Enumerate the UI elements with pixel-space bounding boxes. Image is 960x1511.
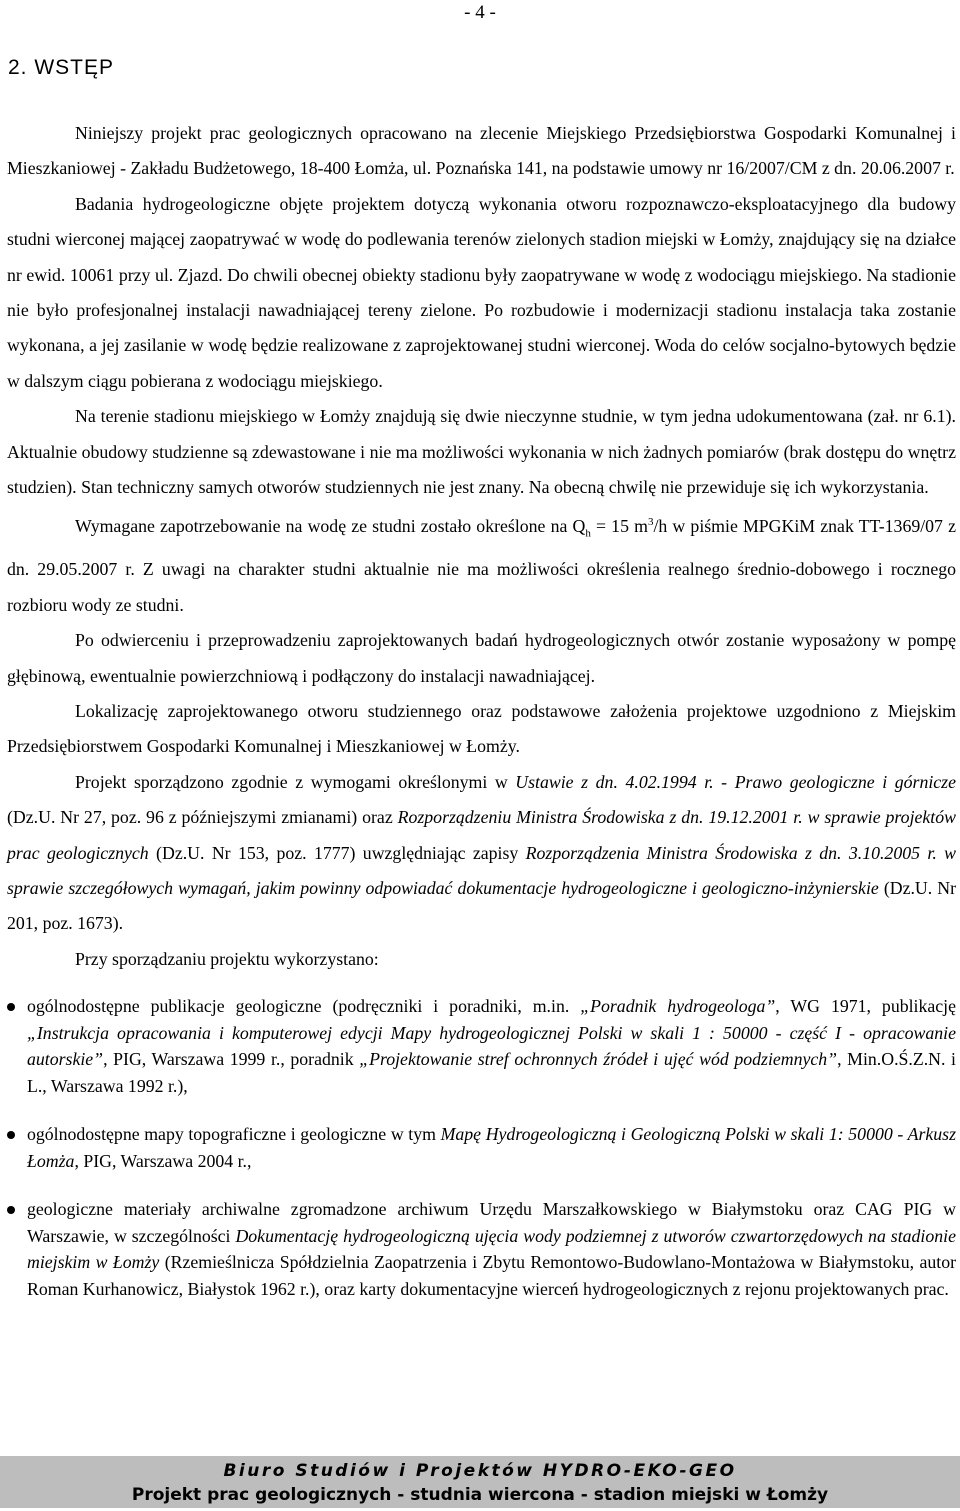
paragraph-pump: Po odwierceniu i przeprowadzeniu zaprojektowanych badań hydrogeologicznych otwór zostanie wyposażony w pompę głębinową, ewentualnie powierzchniową i podłączony do instalacji nawadniającej. <box>7 630 956 686</box>
paragraph-scope: Badania hydrogeologiczne objęte projektem dotyczą wykonania otworu rozpoznawczo-eksploatacyjnego dla budowy studni wierconej mającej zaopatrywać w wodę do podlewania terenów zielonych stadion miejski w Łomży, znajdujący się na działce nr ewid. 10061 przy ul. Zjazd. Do chwili obecnej obiekty stadionu były zaopatrywane w wodę z wodociągu miejskiego. Na stadionie nie było profesjonalnej instalacji nawadniającej tereny zielone. Po rozbudowie i modernizacji stadionu instalacja taka zostanie wykonana, a jej zasilanie w wodę będzie realizowane z zaprojektowanej studni wierconej. Woda do celów socjalno-bytowych będzie w dalszym ciągu pobierana z wodociągu miejskiego. <box>7 193 956 391</box>
page-number: - 4 - <box>464 2 496 23</box>
text-run: (Rzemieślnicza Spółdzielnia Zaopatrzenia i Zbytu Remontowo-Budowlano-Montażowa w Białymstoku, autor Roman Kurhanowicz, Białystok 1962 r.), oraz karty dokumentacyjne wierceń hydrogeologicznych z rejonu projektowanych prac. <box>27 1252 957 1299</box>
text-run: ogólnodostępne publikacje geologiczne (podręczniki i poradniki, m.in. <box>27 996 581 1017</box>
text-run: = 15 m <box>590 516 648 537</box>
text-run: (Dz.U. Nr 201, poz. 1673). <box>7 878 957 934</box>
text-run: ogólnodostępne mapy topograficzne i geologiczne w tym <box>27 1124 441 1145</box>
citation-italic: Mapę Hydrogeologiczną i Geologiczną Polski w skali 1: 50000 - Arkusz Łomża <box>27 1124 956 1171</box>
text-run: /h w piśmie MPGKiM znak TT-1369/07 z dn. 29.05.2007 r. Z uwagi na charakter studni aktualnie nie ma możliwości określenia realnego średnio-dobowego i rocznego rozbioru wody ze studni. <box>7 516 956 615</box>
superscript: 3 <box>647 516 654 529</box>
text-run: , PIG, Warszawa 2004 r., <box>74 1150 252 1171</box>
citation-italic: „Projektowanie stref ochronnych źródeł i ujęć wód podziemnych” <box>359 1049 838 1070</box>
list-item <box>7 993 956 1099</box>
paragraph-existing-wells: Na terenie stadionu miejskiego w Łomży znajdują się dwie nieczynne studnie, w tym jedna udokumentowana (zał. nr 6.1). Aktualnie obudowy studzienne są zdewastowane i nie ma możliwości wykonania w nich żadnych pomiarów (brak dostępu do wnętrz studzien). Stan techniczny samych otworów studziennych nie jest znany. Na obecną chwilę nie przewiduje się ich wykorzystania. <box>7 406 956 498</box>
text-run: (Dz.U. Nr 27, poz. 96 z późniejszymi zmianami) oraz <box>7 807 398 828</box>
footer-company: Biuro Studiów i Projektów HYDRO-EKO-GEO <box>223 1461 737 1481</box>
text-run: Wymagane zapotrzebowanie na wodę ze studni zostało określone na Q <box>75 516 586 537</box>
page-footer <box>0 1456 960 1508</box>
paragraph-legal-basis <box>7 765 956 942</box>
list-item <box>7 1196 956 1302</box>
section-heading: 2. WSTĘP <box>8 56 115 79</box>
text-run: , PIG, Warszawa 1999 r., poradnik <box>103 1049 360 1070</box>
document-body <box>7 116 956 1324</box>
paragraph-location: Lokalizację zaprojektowanego otworu studziennego oraz podstawowe założenia projektowe uzgodniono z Miejskim Przedsiębiorstwem Gospodarki Komunalnej i Mieszkaniowej w Łomży. <box>7 700 956 757</box>
footer-project-title: Projekt prac geologicznych - studnia wiercona - stadion miejski w Łomży <box>131 1485 829 1505</box>
citation-italic: Rozporządzenia Ministra Środowiska z dn. 3.10.2005 r. w sprawie szczegółowych wymagań, jakim powinny odpowiadać dokumentacje hydrogeologiczne i geologiczno-inżynierskie <box>7 842 956 898</box>
citation-italic: Ustawie z dn. 4.02.1994 r. - Prawo geologiczne i górnicze <box>515 771 956 792</box>
text-run: , WG 1971, publikację <box>775 996 956 1017</box>
citation-italic: „Poradnik hydrogeologa” <box>580 996 776 1017</box>
sources-list <box>7 993 956 1302</box>
paragraph-water-demand <box>7 505 956 623</box>
citation-italic: Rozporządzeniu Ministra Środowiska z dn. 19.12.2001 r. w sprawie projektów prac geologicznych <box>7 807 956 863</box>
text-run: geologiczne materiały archiwalne zgromadzone archiwum Urzędu Marszałkowskiego w Białymstoku oraz CAG PIG w Warszawie, w szczególności <box>27 1199 956 1246</box>
citation-italic: Dokumentację hydrogeologiczną ujęcia wody podziemnej z utworów czwartorzędowych na stadionie miejskim w Łomży <box>27 1225 956 1273</box>
text-run: (Dz.U. Nr 153, poz. 1777) uwzględniając zapisy <box>148 842 526 863</box>
subscript: h <box>585 527 591 540</box>
text-run: , Min.O.Ś.Z.N. i L., Warszawa 1992 r.), <box>27 1049 956 1096</box>
text-run: Projekt sporządzono zgodnie z wymogami określonymi w <box>75 771 516 792</box>
paragraph-intro: Niniejszy projekt prac geologicznych opracowano na zlecenie Miejskiego Przedsiębiorstwa Gospodarki Komunalnej i Mieszkaniowej - Zakładu Budżetowego, 18-400 Łomża, ul. Poznańska 141, na podstawie umowy nr 16/2007/CM z dn. 20.06.2007 r. <box>7 123 956 179</box>
citation-italic: „Instrukcja opracowania i komputerowej edycji Mapy hydrogeologicznej Polski w skali 1 : 50000 - część I - opracowanie autorskie” <box>27 1022 956 1070</box>
paragraph-sources-intro: Przy sporządzaniu projektu wykorzystano: <box>75 948 379 969</box>
list-item <box>7 1121 956 1174</box>
